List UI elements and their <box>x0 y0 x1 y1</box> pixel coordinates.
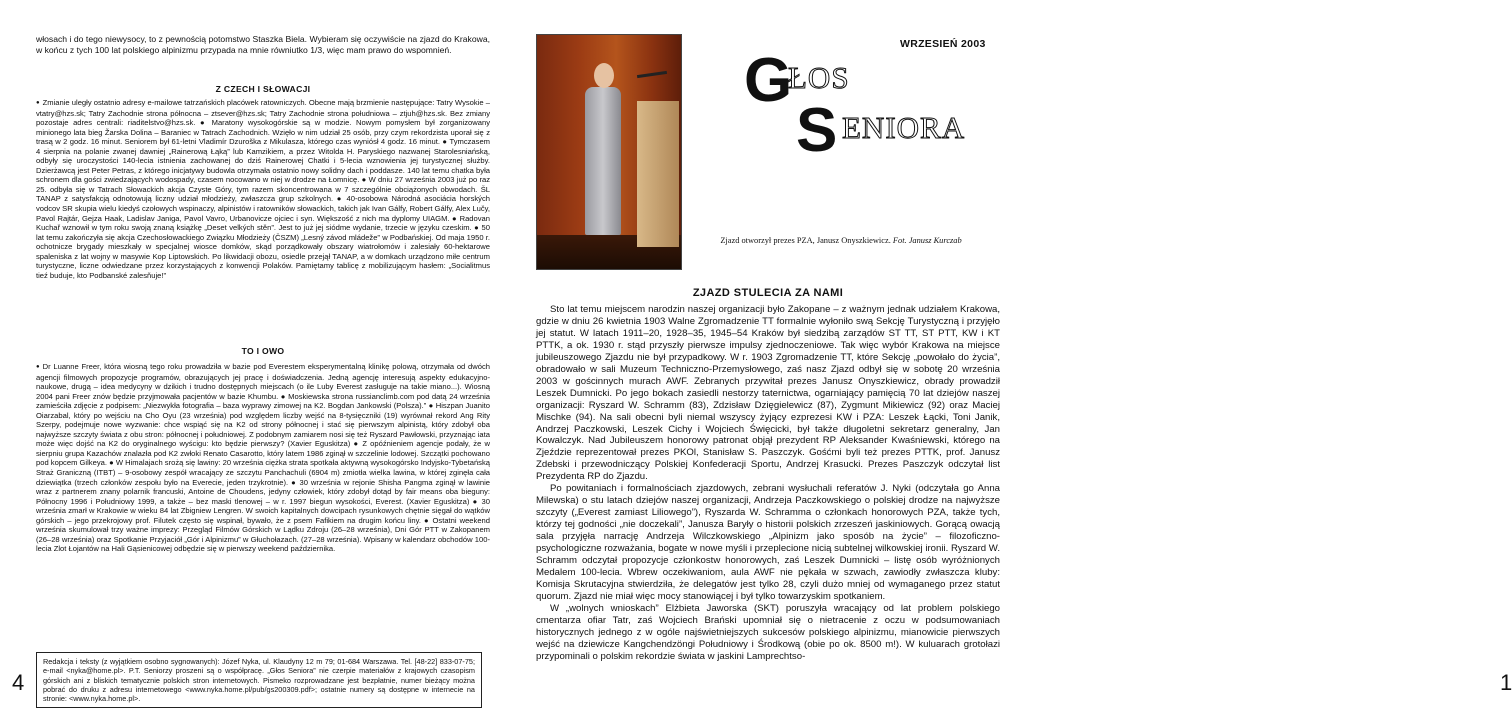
article-paragraph: Sto lat temu miejscem narodzin naszej organizacji było Zakopane – z ważnym jednak udziałem Krakowa, gdzie w dniu 26 kwietnia 1903 Walne Zgromadzenie TT formalnie wyłoniło swą Sekcję Turystyczną i przyjęło jej statut. W latach 1911–20, 1928–35, 1945–54 Kraków był siedzibą zarządów ST TT, ST PTT, KW i KT PTTK, a ok. 1930 r. stąd przyszły pierwsze impulsy zjednoczeniowe. Tak więc wybór Krakowa na miejsce jubileuszowego Zjazdu nie był przypadkowy. W r. 1903 Zgromadzenie TT, które Sekcję „powołało do życia”, obradowało w sali Muzeum Techniczno-Przemysłowego, zaś nasz Zjazd odbył się w sobotę 20 września 2003 w gościnnych murach AWF. Zebranych przywitał prezes Janusz Onyszkiewicz, obrady prowadził Leszek Dumnicki. Po jego bokach zasiedli nestorzy taternictwa, ogarniający pamięcią 70 lat dziejów naszej organizacji: Ryszard W. Schramm (83), Zdzisław Dzięgielewicz (87), Zygmunt Mikiewicz (92) oraz Maciej Mischke (94). Na sali obecni byli niemal wszyscy żyjący ezprezesi KW i PZA: Leszek Łącki, Toni Janik, Andrzej Paczkowski, Leszek Cichy i Wojciech Święcicki, był także długoletni sekretarz generalny, Jan Kowalczyk. Nad Jubileuszem honorowy patronat objął prezydent RP Aleksander Kwaśniewski, którego na Zjeździe reprezentował prezes PKOl, Stanisław S. Paszczyk. Gośćmi byli też prezes PTTK, prof. Janusz Zdebski i przewodniczący Polskiej Konfederacji Sportu, Andrzej Krasucki. Prezes Paszczyk odczytał list Prezydenta RP do Zjazdu. <box>536 304 1000 483</box>
page-number-left: 4 <box>12 670 25 695</box>
intro-paragraph: włosach i do tego niewysocy, to z pewnością potomstwo Staszka Biela. Wybieram się oczywiście na zjazd do Krakowa, w końcu z tych 100 lat polskiego alpinizmu przypada na mnie równiutko 1/3, więc mam prawo do wspomnień. <box>36 34 490 55</box>
logo-letter-g: G <box>744 46 793 115</box>
logo-word-glos-rest: ŁOS <box>788 60 850 95</box>
section-body-to-i-owo <box>36 362 490 554</box>
photo-caption-text: Zjazd otworzył prezes PZA, Janusz Onyszkiewicz. <box>720 236 891 245</box>
speaker-photo <box>536 34 682 270</box>
editorial-footer: Redakcja i teksty (z wyjątkiem osobno sygnowanych): Józef Nyka, ul. Klaudyny 12 m 79; 01-684 Warszawa. Tel. [48-22] 833-07-75; e-mail <nyka@home.pl>. P.T. Seniorzy proszeni są o współpracę. „Głos Seniora” nie czerpie materiałów z krajowych czasopism górskich ani z bliskich tematycznie polskich stron internetowych. Pismeko rozprowadzane jest bezpłatnie, numer bieżący można pobrać do druku z adresu internetowego <www.nyka.home.pl/pub/gs200309.pdf>; ostatnie numery są dostępne w internecie na stronie: <www.nyka.home.pl>. <box>36 652 482 708</box>
podium <box>637 101 679 247</box>
article-paragraph: W „wolnych wnioskach” Elżbieta Jaworska (SKT) poruszyła wracający od lat problem polskiego cmentarza ofiar Tatr, zaś Wojciech Brański upomniał się o nietracenie z oczu w podsumowaniach historycznych jednego z w ogóle najświetniejszych sukcesów polskiego alpinizmu, mianowicie pierwszych wejść na dziewicze Kangchendzöngi Południowy i Środkową (obie po ok. 8500 m!). W kuluarach grotołazi przypominali o polskim rekordzie świata w jaskini Lamprechtso- <box>536 602 1000 662</box>
section-body-czech-slovakia <box>36 98 490 280</box>
article-paragraph: Po powitaniach i formalnościach zjazdowych, zebrani wysłuchali referatów J. Nyki (odczytała go Anna Milewska) o stu latach dziejów naszej organizacji, Andrzeja Paczkowskiego o polskiej drodze na najwyższe szczyty („Everest zamiast Liliowego”), Ryszarda W. Schramma o członkach honorowych PZA, także tych, którzy tej godności „nie doczekali”, Janusza Baryły o historii polskich zrzeszeń jaskiniowych. Gorącą owacją sala przyjęła narrację Andrzeja Wilczkowskiego „Alpinizm jako sposób na życie” – filozoficzno-psychologiczne rozważania, bogate w nowe myśli i przeplecione nicią subtelnej wilkowskiej ironii. Ryszard W. Schramm odczytał propozycje członkostw honorowych, zaś Leszek Dumnicki – listę osób wyróżnionych Medalem 100-lecia. Wbrew oczekiwaniom, aula AWF nie pękała w szwach, zawiodły zwłaszcza kluby: Komisja Skrutacyjna stwierdziła, że delegatów jest tylko 28, czyli dużo mniej od wymaganego przez statut quorum. Zjazd nie miał więc mocy stanowiącej i był tylko towarzyskim spotkaniem. <box>536 483 1000 602</box>
speaker-figure <box>585 87 621 235</box>
speaker-head <box>594 63 614 88</box>
section-heading-to-i-owo: TO I OWO <box>241 346 285 356</box>
microphone-icon <box>637 71 667 78</box>
section-heading-czech-slovakia: Z CZECH I SŁOWACJI <box>215 84 311 94</box>
bullet-icon: ● <box>36 100 40 106</box>
section-text-to-i-owo: Dr Luanne Freer, która wiosną tego roku prowadziła w bazie pod Everestem eksperymentalną klinikę polową, otrzymała od dwóch agencji filmowych propozycje programów, obrazujących jej pracę i doświadczenia. Jedną agencję interesują aspekty edukacyjno-naukowe, drugą – idea medycyny w dzikich i trudno dostępnych miejscach (o ile Luby Everest zasługuje na takie miano...). Wiosną 2004 pani Freer znów będzie przyjmowała pacjentów w bazie Khumbu. ● Moskiewska strona russianclimb.com pod datą 24 września zamieściła zdjęcie z podpisem: „Niezwykła fotografia – baza wyprawy zimowej na K2. Bogdan Jankowski (Polsza).” ● Hiszpan Juanito Oiarzabal, który po wejściu na Cho Oyu (23 września) pod względem liczby wejść na 8-tysięczniki (19) wyrównał rekord Ang Rity Szerpy, podejmuje nowe wyzwanie: chce wspiąć się na K2 od strony północnej i stać się pierwszym alpinistą, który zdobył oba najwyższe szczyty świata z obu stron: północnej i południowej. Z podobnym zamiarem nosi się też Ryszard Pawłowski, przyznając iata może więc dojść na K2 do oryginalnego wyścigu: kto będzie pierwszy? (Xavier Eguskitza) ● Z opóźnieniem agencje podały, że w sierpniu grupa Kazachów znalazła pod K2 zwłoki Renato Casarotto, który latem 1986 zginął w szczelinie lodowej. Szczątki pochowano pod kopcem Gilkeya. ● W Himalajach srożą się lawiny: 20 września ciężka strata spotkała aktywną wysokogórsko Indyjsko-Tybetańską Straż Graniczną (ITBT) – 9-osobowy zespół wracający ze szczytu Panchachuli (6904 m) zmiotła wielka lawina, w której zginęła cała dziewiątka (trzech członków zespołu było na Everecie, jeden trzykrotnie). ● 30 września w rejonie Shisha Pangma zginął w lawinie wraz z partnerem znany polarnik francuski, Antoine de Choudens, jedyny człowiek, który zdobył dotąd by fair means oba bieguny: Północny 1996 i Południowy 1999, a także – bez maski tlenowej – w r. 1997 biegun wysokości, Everest. (Xavier Eguskitza) ● 30 września zmarł w Krakowie w wieku 84 lat Zbigniew Lengren. W swoich kapitalnych dowcipach rysunkowych chętnie sięgał do wątków górskich – jego przekrojowy prof. Filutek często się wspinał, bywało, że z psem Fafikiem na drugim końcu liny. ● Ostatni weekend września skumulował trzy ważne imprezy: Przegląd Filmów Górskich w Lądku Zdroju (26–28 września), Dni Gór PTT w Zakopanem (26–28 września) oraz Spotkanie Przyjaciół „Gór i Alpinizmu” w Głuchołazach. (27–28 września). Wpisany w kalendarz obchodów 100-lecia Zlot Łojantów na Hali Gąsienicowej odbędzie się w pierwszy weekend października. <box>36 362 490 554</box>
issue-date: WRZESIEŃ 2003 <box>900 38 986 50</box>
left-page <box>0 0 512 724</box>
right-page <box>512 0 1512 724</box>
photo-caption <box>696 236 986 245</box>
logo-word-seniora-rest: ENIORA <box>842 110 966 145</box>
page-number-right: 1 <box>1500 670 1512 695</box>
article-title: ZJAZD STULECIA ZA NAMI <box>692 287 844 299</box>
article-body <box>536 304 1000 663</box>
logo-letter-s: S <box>796 96 838 165</box>
section-text-czech-slovakia: Zmianie uległy ostatnio adresy e-mailowe tatrzańskich placówek ratowniczych. Obecne mają brzmienie następujące: Tatry Wysokie – vtatry@hzs.sk; Tatry Zachodnie strona północna – ztsever@hzs.sk; Tatry Zachodnie strona południowa – ztjuh@hzs.sk. Bez zmiany pozostaje adres centrali: riaditelstvo@hzs.sk. ● Maratony wysokogórskie są w modzie. Nowym pomysłem był zorganizowany minionego lata bieg Žarska Dolina – Baraniec w Tatrach Zachodnich. Wzięło w nim udział 25 osób, przy czym rekordzista uporał się z trasą w 2 godz. 16 minut. Seniorem był 61-letni Vladimír Dzuroška z Mikulasza, którego czas wyniósł 4 godz. 16 minut. ● Tymczasem 4 sierpnia na polanie zwanej dawniej „Rainerową Łąką” lub Kamzikiem, a przez Witolda H. Paryskiego nazwanej Starolesniańską, odbyły się uroczystości 140-lecia istnienia zachowanej do dziś Rainerowej Chatki i 5-lecia wznowienia jej turystycznej służby. Dzierżawcą jest Peter Petras, z którego inicjatywy budowla otrzymała ostatnio nowy solidny dach i poddasze. 140 lat temu chatka była schronem dla gości zwiedzających wodospady, czasem nocowano w niej w drodze na Łomnicę. ● W dniu 27 września 2003 już po raz 25. odbyła się w Tatrach Słowackich akcja Czyste Góry, tym razem skoncentrowana w 7 szczególnie obciążonych obwodach. ŠL TANAP z satysfakcją odnotowują liczny udział młodzieży, zwłaszcza grup szkolnych. ● 40-osobowa Národná asociácia horských vodcov SR skupia wielu kiedyś czołowych wspinaczy, alpinistów i ratowników słowackich, takich jak Ivan Gálfy, Robert Gálfy, Alex Lučy, Pavol Rajtár, Gejza Haak, Ladislav Janiga, Pavol Vavro, Urbanovicze ojciec i syn. Większość z nich ma dyplomy UIAGM. ● Radovan Kuchař wznowił w tym roku swoją znaną książkę „Deset velkých stěn”. Jest to już jej siódme wydanie, trzecie w języku czeskim. ● 50 lat temu zakończyła się akcja Czechosłowackiego Związku Młodzieży (ČSZM) „Lesný závod mládeže” w Podbańskiej. Od maja 1950 r. ochotnicze brygady mieszkały w specjalnej wiosce domków, skąd porządkowały obszary wiatrołomów i zalesiały 60-hektarowe spaleniska z lat wojny w masywie Kop Liptowskich. Po likwidacji obozu, osiedle przejął TANAP, a w domkach urządzono miłe centrum turystyczne, liczne odwiedzane przez korzystających z konwencji Polaków. Pamiętamy tablicę z mobilizującym hasłem: „Socialitmus tieź buduje, kto Podbanské zalesňuje!” <box>36 98 490 280</box>
bullet-icon: ● <box>36 364 40 370</box>
photo-credit: Fot. Janusz Kurczab <box>892 236 962 245</box>
